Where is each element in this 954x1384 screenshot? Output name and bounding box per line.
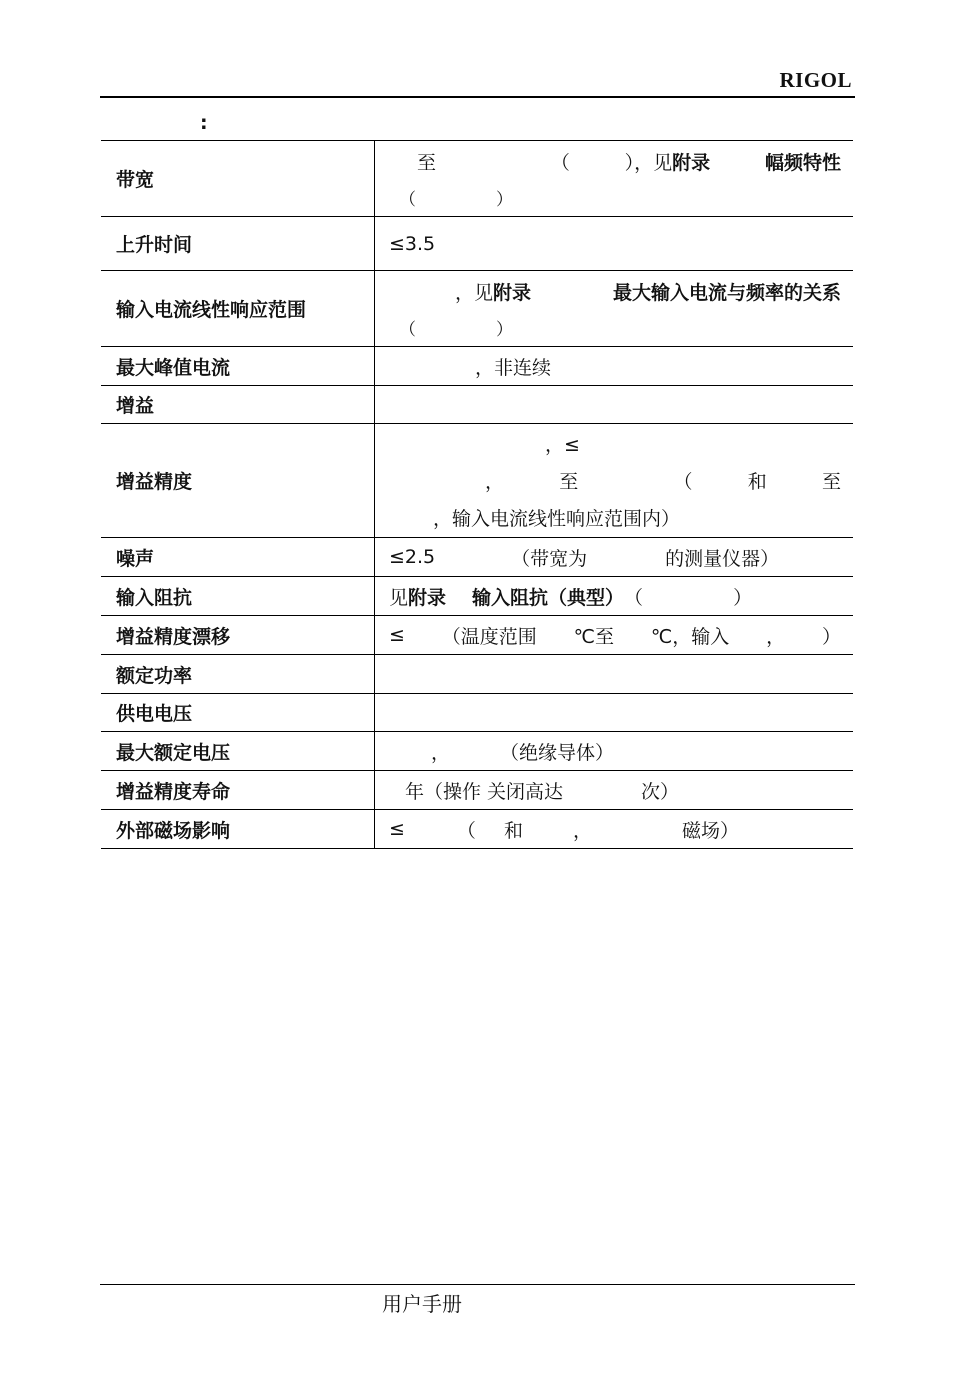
- header-rule: [100, 96, 855, 98]
- row-label: 增益精度漂移: [101, 616, 375, 655]
- value-text: ，非连续: [475, 356, 552, 379]
- row-label: 上升时间: [101, 217, 375, 271]
- value-text: （: [399, 190, 416, 210]
- row-value: [375, 694, 854, 732]
- row-value: [375, 732, 854, 771]
- value-text: 见: [389, 586, 409, 609]
- row-value: [375, 141, 854, 217]
- row-label: 噪声: [101, 538, 375, 577]
- row-value: [375, 386, 854, 424]
- table-row: [101, 732, 853, 771]
- value-text: ，见: [455, 282, 494, 304]
- brand-logo-text: RIGOL: [779, 68, 852, 92]
- table-row: [101, 347, 853, 386]
- table-row: [101, 141, 853, 217]
- value-text: ）: [821, 625, 841, 648]
- value-text-bold: 附录: [408, 586, 447, 609]
- value-text: ≤2.5: [389, 546, 436, 568]
- value-text: 至: [559, 471, 579, 493]
- table-row: [101, 810, 853, 849]
- value-text: （: [550, 152, 570, 174]
- row-label: 额定功率: [101, 655, 375, 694]
- footer-rule: [100, 1284, 855, 1285]
- row-value: [375, 655, 854, 694]
- value-text-bold: 幅频特性: [764, 152, 841, 174]
- value-text: ℃至: [573, 625, 614, 648]
- value-text: 的测量仪器）: [665, 547, 780, 570]
- value-text: （: [399, 320, 416, 340]
- value-text: 至: [417, 152, 437, 174]
- table-row: [101, 424, 853, 538]
- value-text: ，≤: [545, 434, 580, 456]
- value-text: ≤: [389, 624, 405, 646]
- table-row: [101, 271, 853, 347]
- row-value: [375, 771, 854, 810]
- value-text: 磁场）: [681, 819, 739, 842]
- row-value: [375, 424, 854, 538]
- table-row: [101, 694, 853, 732]
- row-label: 外部磁场影响: [101, 810, 375, 849]
- row-label: 增益精度: [101, 424, 375, 538]
- value-text: （温度范围: [441, 625, 537, 648]
- value-text: （带宽为: [511, 547, 588, 570]
- table-row: [101, 616, 853, 655]
- value-text-bold: 最大输入电流与频率的关系: [612, 282, 841, 304]
- row-label: 增益: [101, 386, 375, 424]
- footer-title: 用户手册: [382, 1292, 462, 1316]
- row-label: 最大峰值电流: [101, 347, 375, 386]
- table-row: [101, 538, 853, 577]
- value-text: ）: [496, 320, 513, 340]
- value-text: 年（操作 关闭高达: [405, 780, 564, 803]
- row-label: 输入电流线性响应范围: [101, 271, 375, 347]
- value-text: ，: [766, 625, 786, 648]
- value-text: ）: [733, 586, 753, 609]
- row-value: [375, 577, 854, 616]
- table-row: [101, 386, 853, 424]
- spec-table: [101, 140, 853, 849]
- value-text: 和: [503, 819, 523, 842]
- row-label: 供电电压: [101, 694, 375, 732]
- value-text-bold: 附录: [493, 282, 532, 304]
- row-value: [375, 810, 854, 849]
- row-value: [375, 538, 854, 577]
- row-value: [375, 217, 854, 271]
- row-label: 输入阻抗: [101, 577, 375, 616]
- row-label: 增益精度寿命: [101, 771, 375, 810]
- value-text: 和: [747, 471, 767, 493]
- value-text: ，: [485, 471, 505, 493]
- value-text: ，输入电流线性响应范围内）: [433, 508, 681, 530]
- value-text-bold: 附录: [672, 152, 711, 174]
- value-text: ）: [496, 190, 513, 210]
- value-text: 次）: [641, 780, 680, 803]
- row-value: [375, 347, 854, 386]
- table-row: [101, 217, 853, 271]
- value-text: 至: [821, 471, 841, 493]
- row-label: 带宽: [101, 141, 375, 217]
- value-text: ，: [572, 819, 592, 842]
- value-text: ，: [431, 741, 451, 764]
- value-text: ℃，输入: [650, 625, 730, 648]
- value-text-bold: 输入阻抗（典型）: [472, 586, 625, 609]
- value-text: （: [673, 471, 693, 493]
- value-text: （: [624, 586, 644, 609]
- table-row: [101, 577, 853, 616]
- table-caption: :: [200, 112, 208, 134]
- row-value: [375, 271, 854, 347]
- row-value: [375, 616, 854, 655]
- value-text: ≤3.5: [389, 232, 436, 255]
- value-text: （绝缘导体）: [500, 741, 615, 764]
- table-row: [101, 771, 853, 810]
- value-text: ），见: [624, 152, 673, 174]
- value-text: ≤: [389, 818, 405, 840]
- value-text: （: [456, 819, 476, 842]
- table-row: [101, 655, 853, 694]
- row-label: 最大额定电压: [101, 732, 375, 771]
